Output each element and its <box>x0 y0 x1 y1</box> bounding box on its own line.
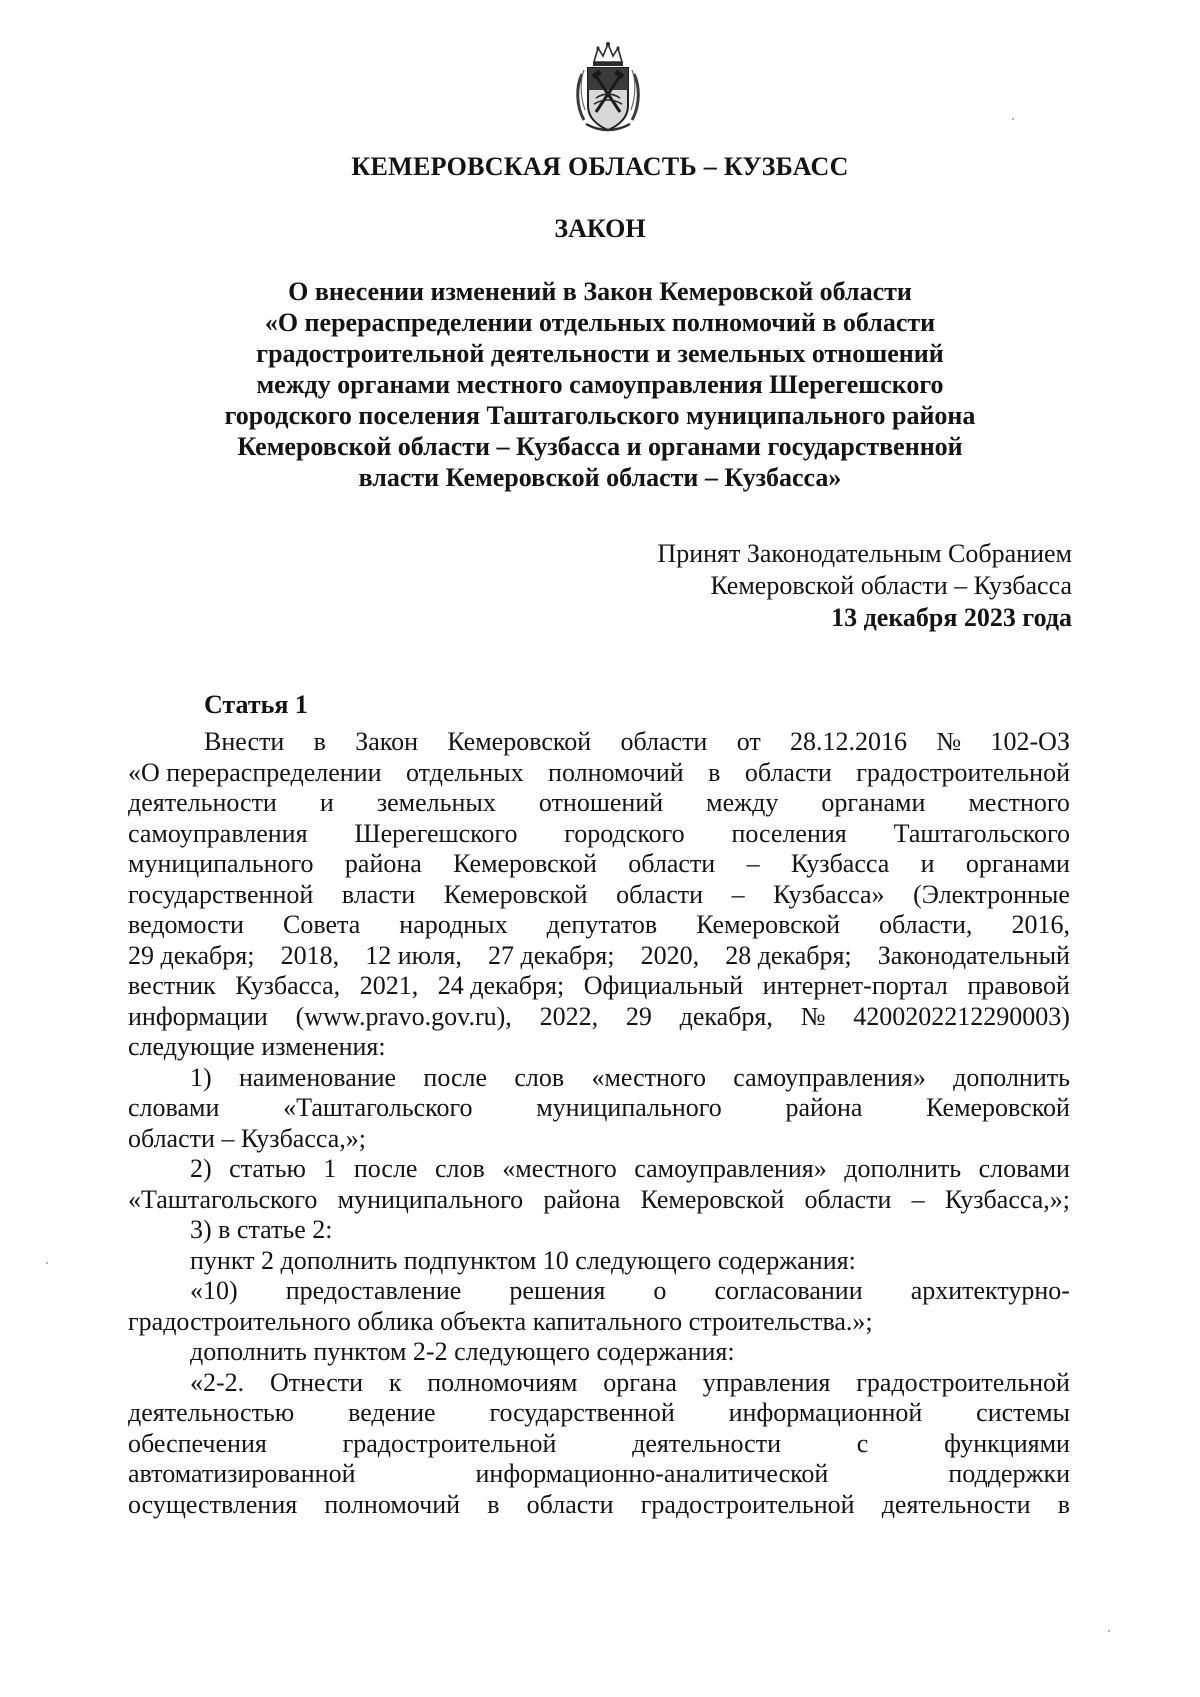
article-word: «местного <box>502 1154 617 1183</box>
article-word: местного <box>968 788 1070 817</box>
article-word: – <box>911 1184 925 1214</box>
article-word: государственной <box>489 1398 675 1427</box>
article-word: Таштагольского <box>893 818 1070 848</box>
article-word: Внести <box>204 727 285 756</box>
article-word: Закон <box>355 727 418 756</box>
article-line <box>128 727 1070 758</box>
article-word: Кемеровской <box>640 1184 785 1214</box>
law-title-line: между органами местного самоуправления Шерегешского <box>256 370 944 399</box>
article-word: 2016, <box>1011 910 1070 939</box>
article-line <box>128 1154 1070 1185</box>
article-word: 1 <box>323 1154 337 1183</box>
article-word: области <box>804 1184 892 1214</box>
article-line <box>128 1063 1070 1094</box>
article-word: области <box>628 849 716 878</box>
article-word: Кемеровской <box>453 849 597 878</box>
article-word: градостроительного облика объекта капитального строительства.»; <box>128 1306 873 1336</box>
article-word: Кузбасса <box>790 849 890 878</box>
article-word: муниципального <box>536 1093 722 1122</box>
article-word: обеспечения <box>128 1428 267 1458</box>
article-word: 3) в статье 2: <box>190 1215 333 1244</box>
adoption-line: Кемеровской области – Кузбасса <box>710 571 1072 600</box>
article-line <box>128 1307 1070 1338</box>
article-word: слов <box>514 1062 565 1092</box>
article-word: 28 декабря; <box>725 940 852 970</box>
law-title-line: Кемеровской области – Кузбасса и органами государственной <box>237 432 963 461</box>
article-word: между <box>706 788 779 817</box>
article-word: муниципального <box>128 849 314 878</box>
article-word: 2021, <box>359 971 419 1000</box>
article-word: 27 декабря; <box>487 940 615 970</box>
article-word: – <box>731 879 745 909</box>
article-word: отдельных <box>405 757 524 787</box>
article-word: Кемеровской <box>447 727 592 756</box>
adoption-line: Принят Законодательным Собранием <box>657 539 1072 568</box>
article-line <box>128 819 1070 850</box>
article-word: области <box>620 727 708 756</box>
article-word: области – Кузбасса,»; <box>128 1123 366 1153</box>
region-title: КЕМЕРОВСКАЯ ОБЛАСТЬ – КУЗБАСС <box>351 152 849 181</box>
article-word: поселения <box>731 818 847 848</box>
article-word: 24 декабря; <box>437 971 565 1000</box>
article-word: поддержки <box>948 1459 1070 1488</box>
article-word: пункт 2 дополнить подпунктом 10 следующего содержания: <box>190 1245 856 1275</box>
article-word: ведение <box>348 1398 436 1427</box>
article-word: Кузбасса, <box>235 971 341 1000</box>
article-word: области, <box>879 910 973 939</box>
article-word: области <box>744 757 832 787</box>
article-word: наименование <box>238 1062 397 1092</box>
article-line <box>128 1398 1070 1429</box>
scan-speck <box>1108 1630 1110 1632</box>
article-word: отношений <box>538 788 664 817</box>
article-word: области <box>616 879 704 909</box>
article-word: деятельности <box>632 1428 781 1458</box>
adoption-block <box>657 538 1072 634</box>
article-word: градостроительной <box>640 1489 855 1519</box>
article-word: деятельности <box>128 788 277 817</box>
article-word: 1) <box>190 1062 212 1092</box>
article-word: земельных <box>376 788 496 817</box>
article-word: градостроительной <box>342 1428 557 1458</box>
article-word: народных <box>399 910 508 939</box>
article-line <box>128 1337 1070 1368</box>
article-title: Статья 1 <box>204 690 308 719</box>
article-word: Кемеровской <box>443 879 588 909</box>
article-line <box>128 1429 1070 1460</box>
article-word: Совета <box>283 910 361 939</box>
article-line <box>128 1032 1070 1063</box>
article-word: дополнить <box>844 1154 962 1183</box>
article-word: 2) <box>190 1154 212 1183</box>
article-word: ведомости <box>128 910 244 939</box>
article-word: о <box>653 1276 667 1305</box>
article-word: правовой <box>967 971 1070 1000</box>
article-line <box>128 941 1070 972</box>
article-word: района <box>543 1184 621 1214</box>
article-line <box>128 849 1070 880</box>
article-word: статью <box>229 1154 306 1183</box>
article-word: от <box>736 727 761 756</box>
article-word: «местного <box>591 1062 706 1092</box>
article-word: «О перераспределении <box>128 757 382 787</box>
article-word: интернет-портал <box>762 971 948 1000</box>
law-title-line: градостроительной деятельности и земельных отношений <box>256 339 944 368</box>
article-word: дополнить пунктом 2-2 следующего содержания: <box>190 1337 735 1366</box>
article-word: 29 <box>625 1001 652 1031</box>
article-line <box>128 1002 1070 1033</box>
article-word: самоуправления» <box>634 1154 827 1183</box>
article-word: (Электронные <box>913 879 1070 909</box>
article-line <box>128 758 1070 789</box>
article-line <box>128 1459 1070 1490</box>
article-word: «2-2. <box>190 1367 245 1397</box>
article-word: «10) <box>190 1276 238 1305</box>
article-word: информационно-аналитической <box>475 1459 829 1488</box>
article-word: решения <box>509 1276 606 1305</box>
article-word: после <box>423 1062 488 1092</box>
article-word: 2022, <box>539 1001 599 1031</box>
article-word: в <box>708 757 721 787</box>
law-title-line: власти Кемеровской области – Кузбасса» <box>358 463 842 492</box>
article-word: органами <box>965 849 1070 878</box>
law-title-line: О внесении изменений в Закон Кемеровской области <box>288 277 912 306</box>
article-word: в <box>1057 1489 1070 1519</box>
article-word: 2020, <box>640 940 700 970</box>
law-title-line: городского поселения Таштагольского муниципального района <box>224 401 976 430</box>
article-line <box>128 1185 1070 1216</box>
article-word: вестник <box>128 971 216 1000</box>
article-line <box>128 1368 1070 1399</box>
article-word: с <box>856 1428 869 1458</box>
article-word: согласовании <box>714 1276 863 1305</box>
article-word: деятельности <box>881 1489 1031 1519</box>
article-line <box>128 1490 1070 1521</box>
article-word: управления <box>702 1367 831 1397</box>
article-word: № <box>800 1001 826 1031</box>
article-line <box>128 971 1070 1002</box>
article-word: самоуправления» <box>733 1062 926 1092</box>
article-word: градостроительной <box>856 1367 1070 1397</box>
article-word: автоматизированной <box>128 1459 356 1488</box>
article-word: градостроительной <box>856 757 1070 787</box>
article-word: 4200202212290003) <box>853 1001 1070 1031</box>
law-title-line: «О перераспределении отдельных полномочий в области <box>264 308 936 337</box>
article-word: после <box>353 1154 418 1183</box>
article-word: информационной <box>728 1398 923 1427</box>
article-word: словами <box>978 1154 1070 1183</box>
coat-of-arms-icon <box>572 40 644 136</box>
article-word: Кемеровской <box>926 1093 1070 1122</box>
article-word: муниципального <box>337 1184 524 1214</box>
article-line <box>128 880 1070 911</box>
article-word: слов <box>434 1154 485 1183</box>
article-word: в <box>487 1489 500 1519</box>
article-word: № <box>936 727 962 756</box>
article-line <box>128 1276 1070 1307</box>
article-word: и <box>319 788 334 817</box>
article-word: декабря, <box>679 1001 773 1031</box>
document-type: ЗАКОН <box>554 214 646 243</box>
article-word: следующие изменения: <box>128 1032 386 1061</box>
article-word: деятельностью <box>128 1398 295 1427</box>
article-word: 12 июля, <box>365 940 462 970</box>
article-word: словами <box>128 1093 220 1122</box>
article-line <box>128 910 1070 941</box>
article-word: Шерегешского <box>354 818 518 848</box>
article-word: в <box>313 727 326 756</box>
article-word: Кемеровской <box>696 910 840 939</box>
article-word: района <box>344 849 422 878</box>
adoption-date: 13 декабря 2023 года <box>831 603 1072 632</box>
article-word: самоуправления <box>128 818 308 848</box>
article-word: органами <box>821 788 926 817</box>
article-word: «Таштагольского <box>283 1093 473 1122</box>
article-word: «Таштагольского <box>128 1184 318 1214</box>
article-line <box>128 1124 1070 1155</box>
article-word: функциями <box>944 1428 1070 1458</box>
article-word: системы <box>976 1398 1070 1427</box>
article-line <box>128 1093 1070 1124</box>
scan-speck <box>1012 118 1014 120</box>
article-word: 29 декабря; <box>128 940 255 970</box>
article-word: области <box>526 1489 614 1519</box>
article-word: государственной <box>128 879 314 909</box>
article-word: Кузбасса» <box>773 879 885 909</box>
article-word: осуществления <box>128 1489 298 1519</box>
article-word: Официальный <box>583 971 744 1000</box>
article-word: предоставление <box>285 1276 462 1305</box>
article-word: Законодательный <box>877 940 1070 970</box>
article-word: 102-ОЗ <box>990 727 1070 756</box>
scan-speck <box>46 1262 48 1264</box>
article-line <box>128 788 1070 819</box>
article-word: полномочий <box>324 1489 461 1519</box>
article-word: полномочиям <box>427 1367 578 1397</box>
article-line <box>128 1215 1070 1246</box>
article-word: к <box>388 1367 402 1397</box>
article-word: депутатов <box>546 910 658 939</box>
article-body <box>128 727 1070 1520</box>
article-word: – <box>746 849 760 878</box>
article-word: Отнести <box>269 1367 364 1397</box>
article-word: 2018, <box>280 940 340 970</box>
article-word: и <box>920 849 935 878</box>
article-line <box>128 1246 1070 1277</box>
article-word: Кузбасса,»; <box>944 1184 1070 1214</box>
article-word: полномочий <box>548 757 684 787</box>
article-word: (www.pravo.gov.ru), <box>295 1001 512 1031</box>
article-word: городского <box>564 818 685 848</box>
law-title <box>150 276 1050 493</box>
article-word: органа <box>603 1367 677 1397</box>
article-word: дополнить <box>953 1062 1070 1092</box>
article-word: информации <box>128 1001 268 1031</box>
article-word: власти <box>341 879 416 909</box>
article-word: архитектурно- <box>910 1276 1070 1305</box>
article-word: района <box>785 1093 863 1122</box>
article-word: 28.12.2016 <box>790 727 908 756</box>
